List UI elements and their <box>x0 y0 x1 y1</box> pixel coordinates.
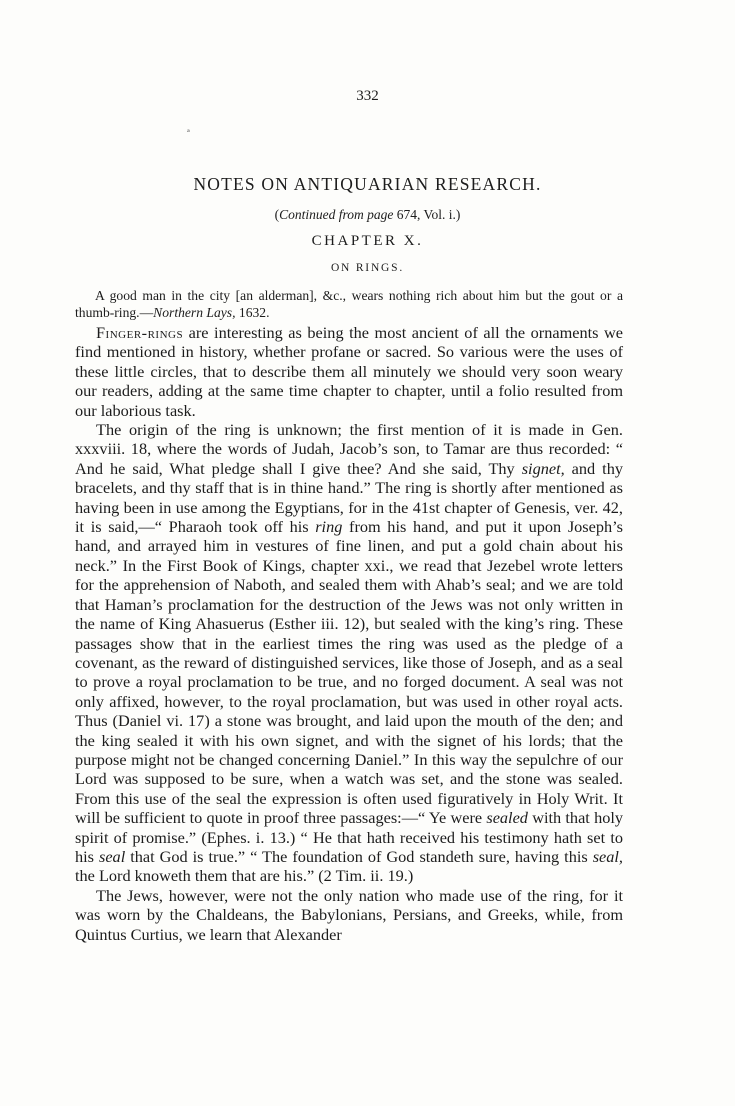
paragraph-2-text-4: with that holy spirit of promise.” (Ephes. i. 13.) “ He that hath received his testimony hath set to his <box>75 808 624 866</box>
epigraph-text: A good man in the city [an alderman], &c., wears nothing rich about him but the gout or a thumb-ring.— <box>75 288 623 320</box>
chapter-subheading: ON RINGS. <box>330 262 405 274</box>
paragraph-1-lead: Finger-rings <box>96 323 184 342</box>
print-artifact-mark: ª <box>187 128 190 139</box>
paragraph-3: The Jews, however, were not the only nation who made use of the ring, for it was worn by the Chaldeans, the Babylonians, Persians, and Greeks, while, from Quintus Curtius, we learn that Alexander <box>75 885 623 944</box>
paragraph-2-text-2: and thy bracelets, and thy staff that is in thine hand.” The ring is shortly after mentioned as having been in use among the Egyptians, for in the 41st chapter of Genesis, ver. 42, it is said,—“ Pharaoh took off his <box>75 458 623 537</box>
page-number: 332 <box>356 88 379 104</box>
paragraph-2-italic-4: seal <box>99 846 126 866</box>
paragraph-1 <box>75 323 623 420</box>
body-text <box>75 323 623 944</box>
epigraph <box>75 287 623 321</box>
paragraph-2-italic-2: ring <box>315 517 343 537</box>
continued-note-italic: Continued from page <box>279 207 394 222</box>
paragraph-2-text-6: the Lord knoweth them that are his.” (2 Tim. ii. 19.) <box>75 866 414 886</box>
continued-note-rest: 674, Vol. i.) <box>393 207 461 222</box>
article-title: NOTES ON ANTIQUARIAN RESEARCH. <box>193 174 542 194</box>
paragraph-1-text: are interesting as being the most ancient of all the ornaments we find mentioned in history, whether profane or sacred. So various were the uses of these little circles, that to describe them all minutely we should very soon weary our readers, adding at the same time chapter to chapter, until a folio resulted from our laborious task. <box>75 323 623 420</box>
paragraph-2-italic-1: signet, <box>521 458 565 478</box>
continued-note: (Continued from page 674, Vol. i.) <box>274 207 461 222</box>
chapter-heading: CHAPTER X. <box>311 233 424 249</box>
paragraph-2-text-5: that God is true.” “ The foundation of God standeth sure, having this <box>125 846 593 866</box>
paragraph-2-italic-3: sealed <box>486 808 528 828</box>
epigraph-year: 1632. <box>235 305 270 320</box>
paragraph-2-italic-5: seal, <box>592 846 623 866</box>
paragraph-2-text-3: from his hand, and put it upon Joseph’s hand, and arrayed him in vestures of fine linen, and put a gold chain about his neck.” In the First Book of Kings, chapter xxi., we read that Jezebel wrote letters for the apprehension of Naboth, and sealed them with Ahab’s seal; and we are told that Haman’s proclamation for the destruction of the Jews was not only written in the name of King Ahasuerus (Esther iii. 12), but sealed with the king’s ring. These passages show that in the earliest times the ring was used as the pledge of a covenant, as the reward of distinguished services, like those of Joseph, and as a seal to prove a royal proclamation to be true, and no forged document. A seal was not only affixed, however, to the royal proclamation, but was used in other royal acts. Thus (Daniel vi. 17) a stone was brought, and laid upon the mouth of the den; and the king sealed it with his own signet, and with the signet of his lords; that the purpose might not be changed concerning Daniel.” In this way the sepulchre of our Lord was supposed to be sure, when a watch was set, and the stone was sealed. From this use of the seal the expression is often used figuratively in Holy Writ. It will be sufficient to quote in proof three passages:—“ Ye were <box>75 517 623 828</box>
paragraph-2 <box>75 420 623 886</box>
epigraph-source: Northern Lays, <box>153 305 236 320</box>
paragraph-2-text-1: The origin of the ring is unknown; the first mention of it is made in Gen. xxxviii. 18, where the words of Judah, Jacob’s son, to Tamar are thus recorded: “ And he said, What pledge shall I give thee? And she said, Thy <box>75 420 623 478</box>
